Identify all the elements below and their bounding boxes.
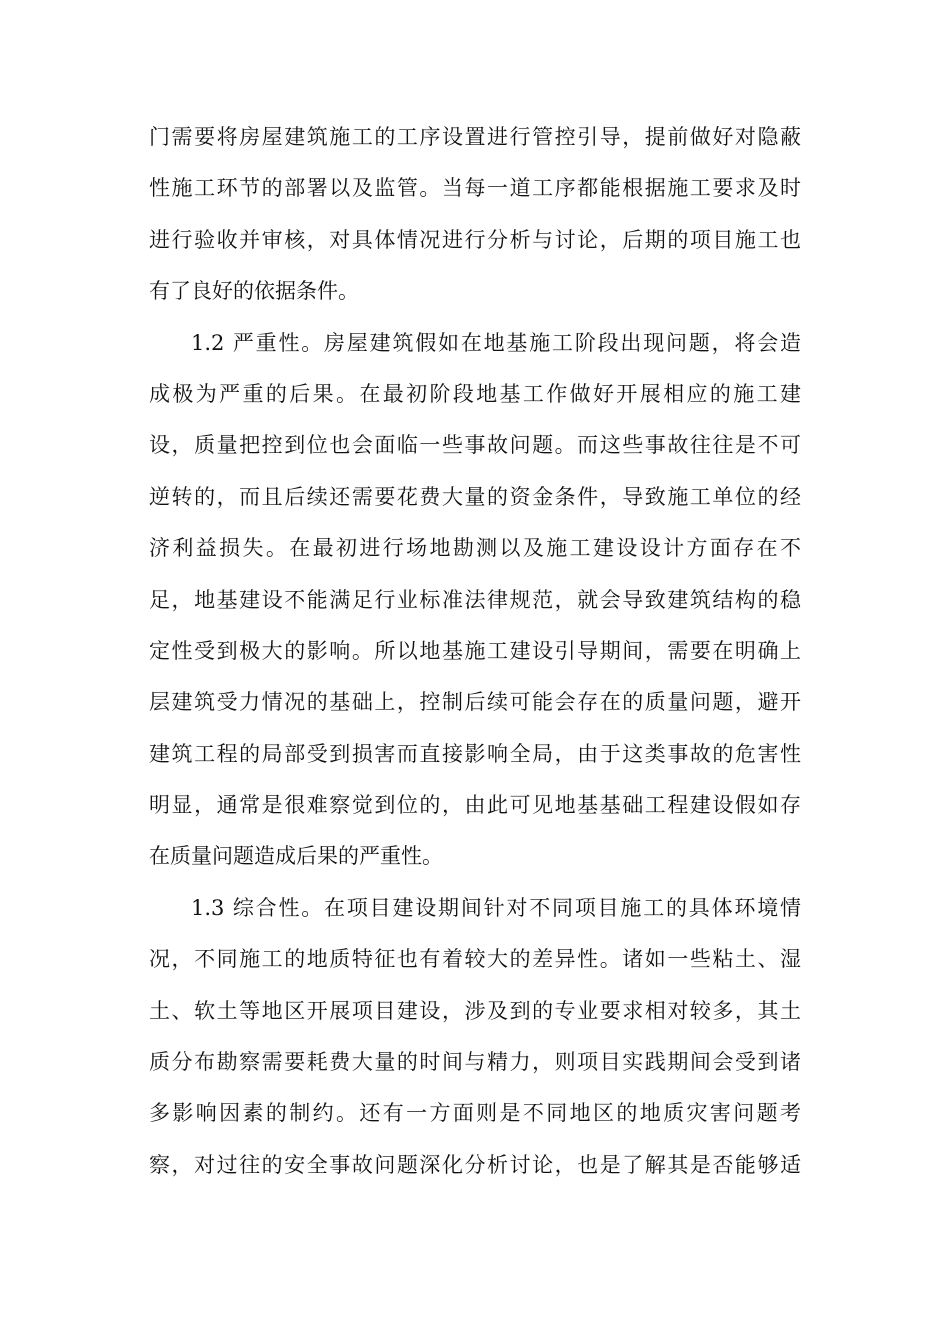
text-line: 在质量问题造成后果的严重性。 (149, 844, 443, 869)
text-line: 进行验收并审核，对具体情况进行分析与讨论，后期的项目施工也 (149, 227, 801, 252)
text-line: 济利益损失。在最初进行场地勘测以及施工建设设计方面存在不 (149, 536, 801, 561)
section-heading-line: 1.3 综合性。在项目建设期间针对不同项目施工的具体环境情 (191, 895, 801, 920)
text-line: 性施工环节的部署以及监管。当每一道工序都能根据施工要求及时 (149, 176, 801, 201)
text-line: 多影响因素的制约。还有一方面则是不同地区的地质灾害问题考 (149, 1101, 801, 1126)
text-line: 成极为严重的后果。在最初阶段地基工作做好开展相应的施工建 (149, 381, 801, 406)
text-line: 设，质量把控到位也会面临一些事故问题。而这些事故往往是不可 (149, 433, 801, 458)
text-line: 逆转的，而且后续还需要花费大量的资金条件，导致施工单位的经 (149, 484, 801, 509)
text-line: 质分布勘察需要耗费大量的时间与精力，则项目实践期间会受到诸 (149, 1050, 801, 1075)
text-line: 察，对过往的安全事故问题深化分析讨论，也是了解其是否能够适 (149, 1152, 801, 1177)
text-line: 建筑工程的局部受到损害而直接影响全局，由于这类事故的危害性 (149, 741, 801, 766)
text-line: 门需要将房屋建筑施工的工序设置进行管控引导，提前做好对隐蔽 (149, 125, 801, 149)
text-line: 明显，通常是很难察觉到位的，由此可见地基基础工程建设假如存 (149, 793, 801, 818)
text-line: 土、软土等地区开展项目建设，涉及到的专业要求相对较多，其土 (149, 998, 801, 1023)
section-heading-line: 1.2 严重性。房屋建筑假如在地基施工阶段出现问题，将会造 (191, 330, 801, 355)
text-line: 层建筑受力情况的基础上，控制后续可能会存在的质量问题，避开 (149, 690, 801, 715)
text-line: 足，地基建设不能满足行业标准法律规范，就会导致建筑结构的稳 (149, 587, 801, 612)
text-line: 有了良好的依据条件。 (149, 279, 359, 304)
text-line: 况，不同施工的地质特征也有着较大的差异性。诸如一些粘土、湿 (149, 947, 801, 972)
body-text (149, 117, 801, 1196)
text-line: 定性受到极大的影响。所以地基施工建设引导期间，需要在明确上 (149, 638, 801, 663)
